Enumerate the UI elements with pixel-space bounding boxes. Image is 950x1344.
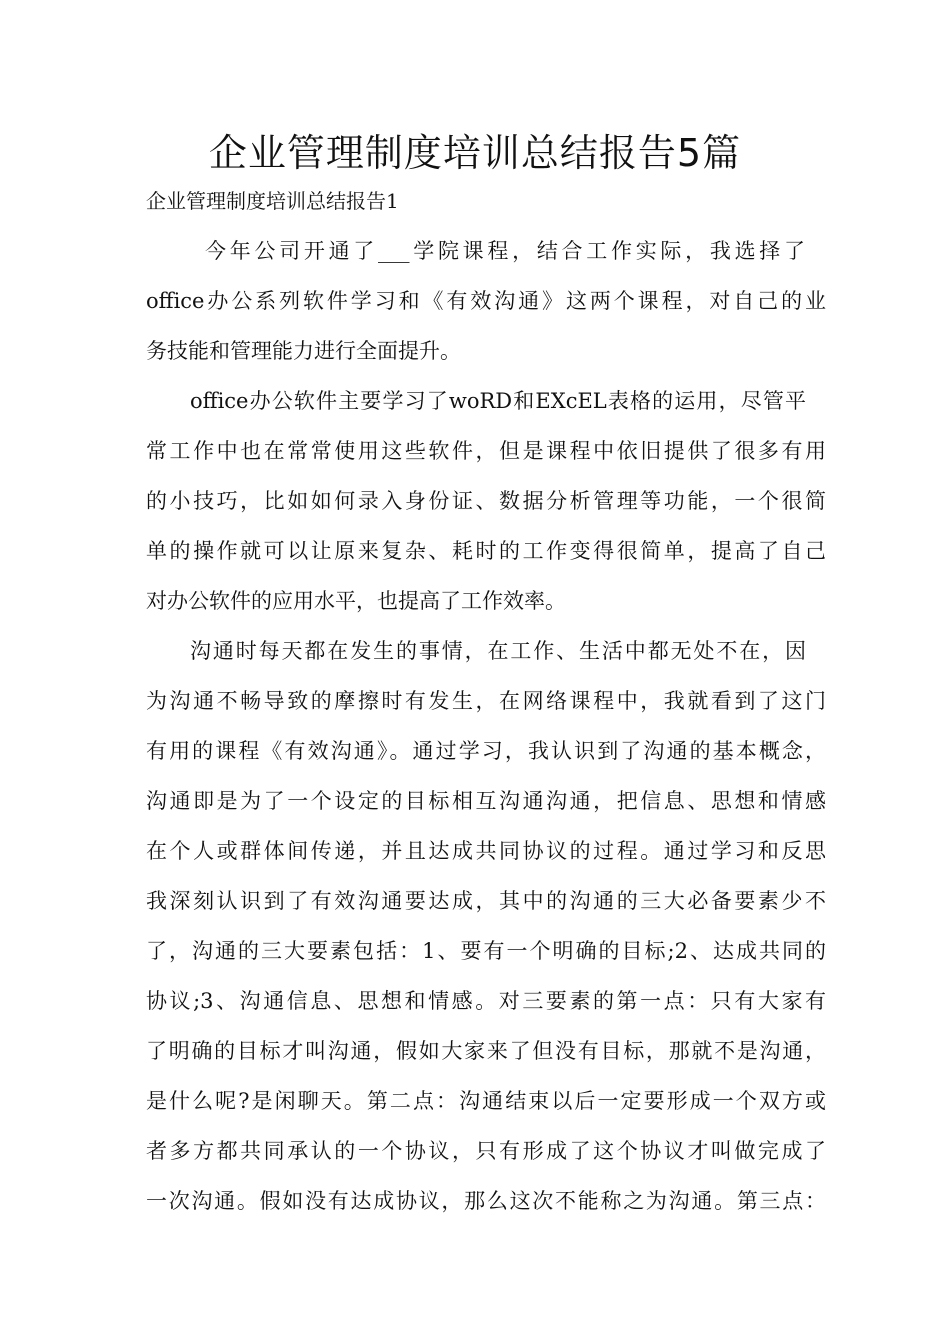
- paragraph-3-line-12: 一次沟通。假如没有达成协议，那么这次不能称之为沟通。第三点：: [146, 1189, 826, 1213]
- paragraph-2-line-2: 常工作中也在常常使用这些软件，但是课程中依旧提供了很多有用: [146, 439, 826, 463]
- paragraph-1-line-2: office办公系列软件学习和《有效沟通》这两个课程，对自己的业: [146, 289, 826, 313]
- paragraph-3-line-1: 沟通时每天都在发生的事情，在工作、生活中都无处不在，因: [190, 639, 806, 663]
- paragraph-1-line-3: 务技能和管理能力进行全面提升。: [146, 339, 461, 363]
- paragraph-1-line-1: 今年公司开通了___学院课程，结合工作实际，我选择了: [205, 239, 805, 263]
- paragraph-3-line-6: 我深刻认识到了有效沟通要达成，其中的沟通的三大必备要素少不: [146, 889, 826, 913]
- document-title: 企业管理制度培训总结报告5篇: [208, 131, 742, 175]
- paragraph-3-line-7: 了，沟通的三大要素包括：1、要有一个明确的目标;2、达成共同的: [146, 939, 826, 963]
- paragraph-2-line-1: office办公软件主要学习了woRD和EXcEL表格的运用，尽管平: [190, 389, 806, 413]
- paragraph-3-line-3: 有用的课程《有效沟通》。通过学习，我认识到了沟通的基本概念，: [146, 739, 826, 763]
- paragraph-3-line-4: 沟通即是为了一个设定的目标相互沟通沟通，把信息、思想和情感: [146, 789, 826, 813]
- paragraph-3-line-11: 者多方都共同承认的一个协议，只有形成了这个协议才叫做完成了: [146, 1139, 826, 1163]
- paragraph-3-line-10: 是什么呢?是闲聊天。第二点：沟通结束以后一定要形成一个双方或: [146, 1089, 826, 1113]
- paragraph-3-line-2: 为沟通不畅导致的摩擦时有发生，在网络课程中，我就看到了这门: [146, 689, 826, 713]
- paragraph-2-line-5: 对办公软件的应用水平，也提高了工作效率。: [146, 589, 566, 613]
- paragraph-2-line-3: 的小技巧，比如如何录入身份证、数据分析管理等功能，一个很简: [146, 489, 826, 513]
- paragraph-3-line-8: 协议;3、沟通信息、思想和情感。对三要素的第一点：只有大家有: [146, 989, 826, 1013]
- paragraph-3-line-9: 了明确的目标才叫沟通，假如大家来了但没有目标，那就不是沟通，: [146, 1039, 826, 1063]
- paragraph-3-line-5: 在个人或群体间传递，并且达成共同协议的过程。通过学习和反思: [146, 839, 826, 863]
- paragraph-2-line-4: 单的操作就可以让原来复杂、耗时的工作变得很简单，提高了自己: [146, 539, 826, 563]
- section-heading: 企业管理制度培训总结报告1: [146, 189, 399, 213]
